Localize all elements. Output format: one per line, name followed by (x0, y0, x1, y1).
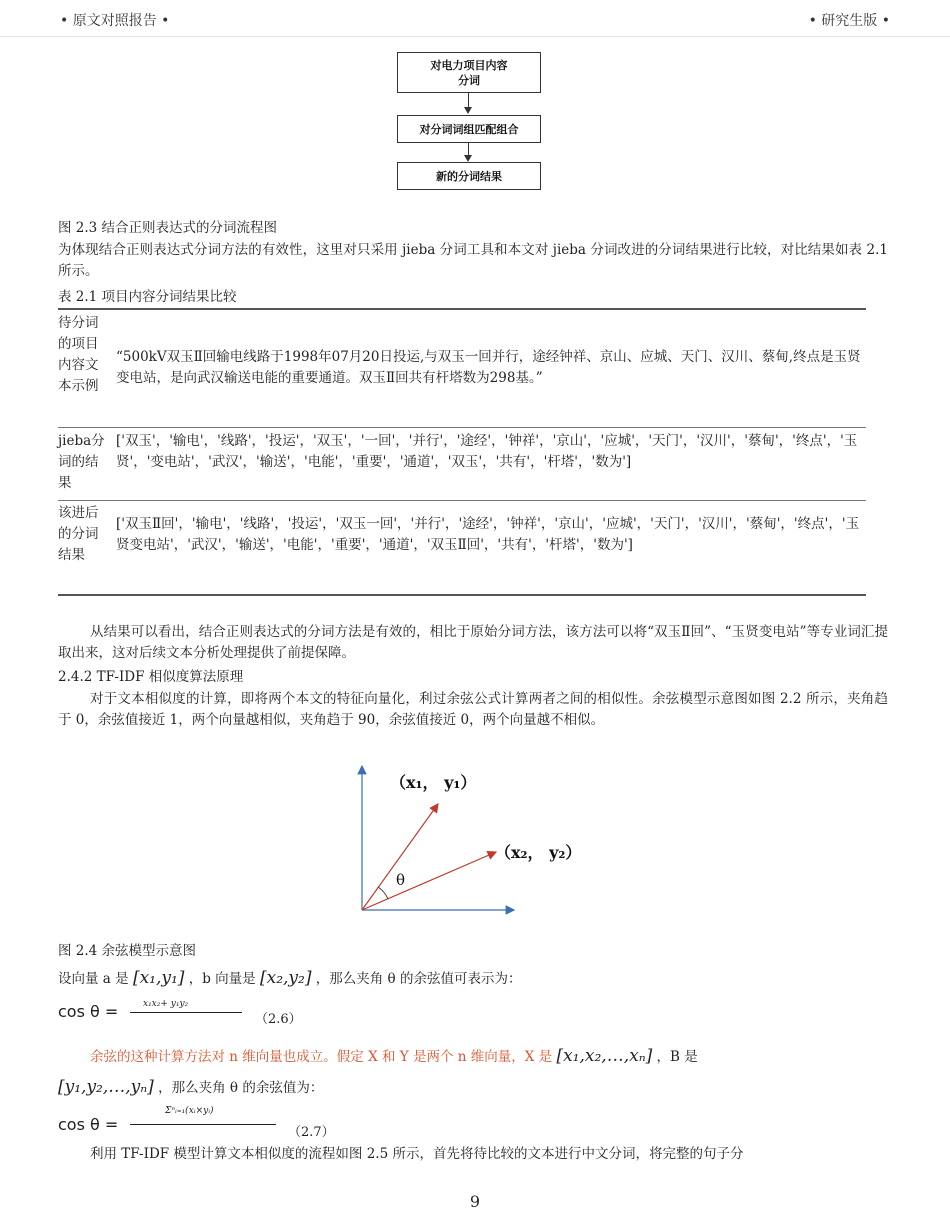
flowchart-arrowhead (464, 107, 472, 114)
section-heading-2-4-2: 2.4.2 TF-IDF 相似度算法原理 (58, 669, 244, 685)
vector-definition-line (58, 968, 521, 989)
flowchart-box-result: 新的分词结果 (397, 162, 541, 190)
table-cell-improved-result: ['双玉Ⅱ回'，'输电'，'线路'，'投运'，'双玉一回'，'并行'，'途经'，'钟祥'，'京山'，'应城'，'天门'，'汉川'，'蔡甸'，'终点'，'玉贤变电站'，'武汉'，'输送'，'电能'，'重要'，'通道'，'双玉Ⅱ回'，'共有'，'杆塔'，'数为'] (116, 516, 860, 553)
formula-2-6-lhs: cos θ = (58, 1002, 119, 1021)
formula-2-7-tag: （2.7） (288, 1125, 335, 1140)
figure-2-4-caption: 图 2.4 余弦模型示意图 (58, 943, 197, 959)
formula-2-6 (58, 1002, 118, 1021)
vector-text-2: ，b 向量是 (188, 971, 256, 987)
vector-text-1: 设向量 a 是 (58, 971, 129, 987)
cosine-diagram (350, 758, 610, 918)
flowchart-box-segment: 对电力项目内容分词 (397, 52, 541, 93)
formula-2-6-tag: （2.6） (255, 1012, 302, 1027)
vector-a-math: [x₁,y₁] (132, 968, 185, 988)
flowchart-arrow (468, 93, 469, 108)
running-header-right: • 研究生版 • (808, 13, 890, 29)
paragraph-tfidf-flow: 利用 TF-IDF 模型计算文本相似度的流程如图 2.5 所示，首先将待比较的文本进行中文分词，将完整的句子分 (90, 1146, 744, 1162)
formula-2-7-fraction-bar (130, 1124, 276, 1125)
vector-1-label: （x₁， y₁） (390, 773, 477, 792)
paragraph-comparison-intro: 为体现结合正则表达式分词方法的有效性，这里对只采用 jieba 分词工具和本文对 jieba 分词改进的分词结果进行比较，对比结果如表 2.1 所示。 (58, 242, 888, 279)
vector-y-math: [y₁,y₂,…,yₙ] (58, 1077, 154, 1097)
table-row-rule (58, 500, 866, 501)
paragraph-cosine-intro: 对于文本相似度的计算，即将两个本文的特征向量化，利过余弦公式计算两者之间的相似性。余弦模型示意图如图 2.2 所示，夹角趋于 0，余弦值接近 1，两个向量越相似，夹角趋于 90，余弦值接近 0，两个向量越不相似。 (58, 691, 888, 728)
vector-y-line (58, 1077, 323, 1098)
table-row-label-source: 待分词的项目内容文本示例 (58, 315, 99, 394)
paragraph-result-analysis: 从结果可以看出，结合正则表达式的分词方法是有效的，相比于原始分词方法，该方法可以将“双玉Ⅱ回”、“玉贤变电站”等专业词汇提取出来，这对后续文本分析处理提供了前提保障。 (58, 624, 888, 661)
n-dim-text-1: 余弦的这种计算方法对 n 维向量也成立。假定 X 和 Y 是两个 n 维向量，X 是 (90, 1049, 553, 1065)
page-number: 9 (469, 1192, 481, 1211)
table-row-rule (58, 427, 866, 428)
n-dimension-line (90, 1046, 698, 1067)
vector-b-math: [x₂,y₂] (259, 968, 312, 988)
vector-2-label: （x₂， y₂） (495, 843, 582, 862)
table-cell-jieba-result: ['双玉'，'输电'，'线路'，'投运'，'双玉'，'一回'，'并行'，'途经'，'钟祥'，'京山'，'应城'，'天门'，'汉川'，'蔡甸'，'终点'，'玉贤'，'变电站'，'武汉'，'输送'，'电能'，'重要'，'通道'，'双玉'，'共有'，'杆塔'，'数为'] (116, 433, 858, 470)
vector-y-text: ，那么夹角 θ 的余弦值为： (158, 1080, 324, 1096)
flowchart-arrowhead (464, 155, 472, 162)
formula-2-6-numerator: x₁x₂+ y₁y₂ (143, 999, 189, 1009)
formula-2-7 (58, 1115, 118, 1134)
angle-label: θ (396, 871, 406, 889)
formula-2-7-numerator: Σⁿᵢ₌₁(xᵢ×yᵢ) (165, 1106, 214, 1116)
formula-2-6-fraction-bar (130, 1012, 242, 1013)
table-row-label-jieba: jieba分词的结果 (58, 433, 105, 491)
angle-arc (378, 887, 388, 899)
table-2-1-caption: 表 2.1 项目内容分词结果比较 (58, 289, 237, 305)
header-divider (0, 36, 950, 37)
table-bottom-rule (58, 594, 866, 596)
table-top-rule (58, 308, 866, 310)
n-dim-text-2: ，B 是 (656, 1049, 698, 1065)
flowchart-box-match: 对分词词组匹配组合 (397, 115, 541, 143)
figure-2-3-caption: 图 2.3 结合正则表达式的分词流程图 (58, 220, 278, 236)
vector-text-3: ，那么夹角 θ 的余弦值可表示为： (315, 971, 522, 987)
table-cell-source-text: “500kV双玉Ⅱ回输电线路于1998年07月20日投运,与双玉一回并行，途经钟祥、京山、应城、天门、汉川、蔡甸,终点是玉贤变电站，是向武汉输送电能的重要通道。双玉Ⅱ回共有杆塔数为298基。” (116, 349, 861, 386)
table-row-label-improved: 该进后的分词结果 (58, 505, 99, 563)
vector-x-math: [x₁,x₂,…,xₙ] (556, 1046, 653, 1066)
formula-2-7-lhs: cos θ = (58, 1115, 119, 1134)
running-header-left: • 原文对照报告 • (60, 13, 170, 29)
